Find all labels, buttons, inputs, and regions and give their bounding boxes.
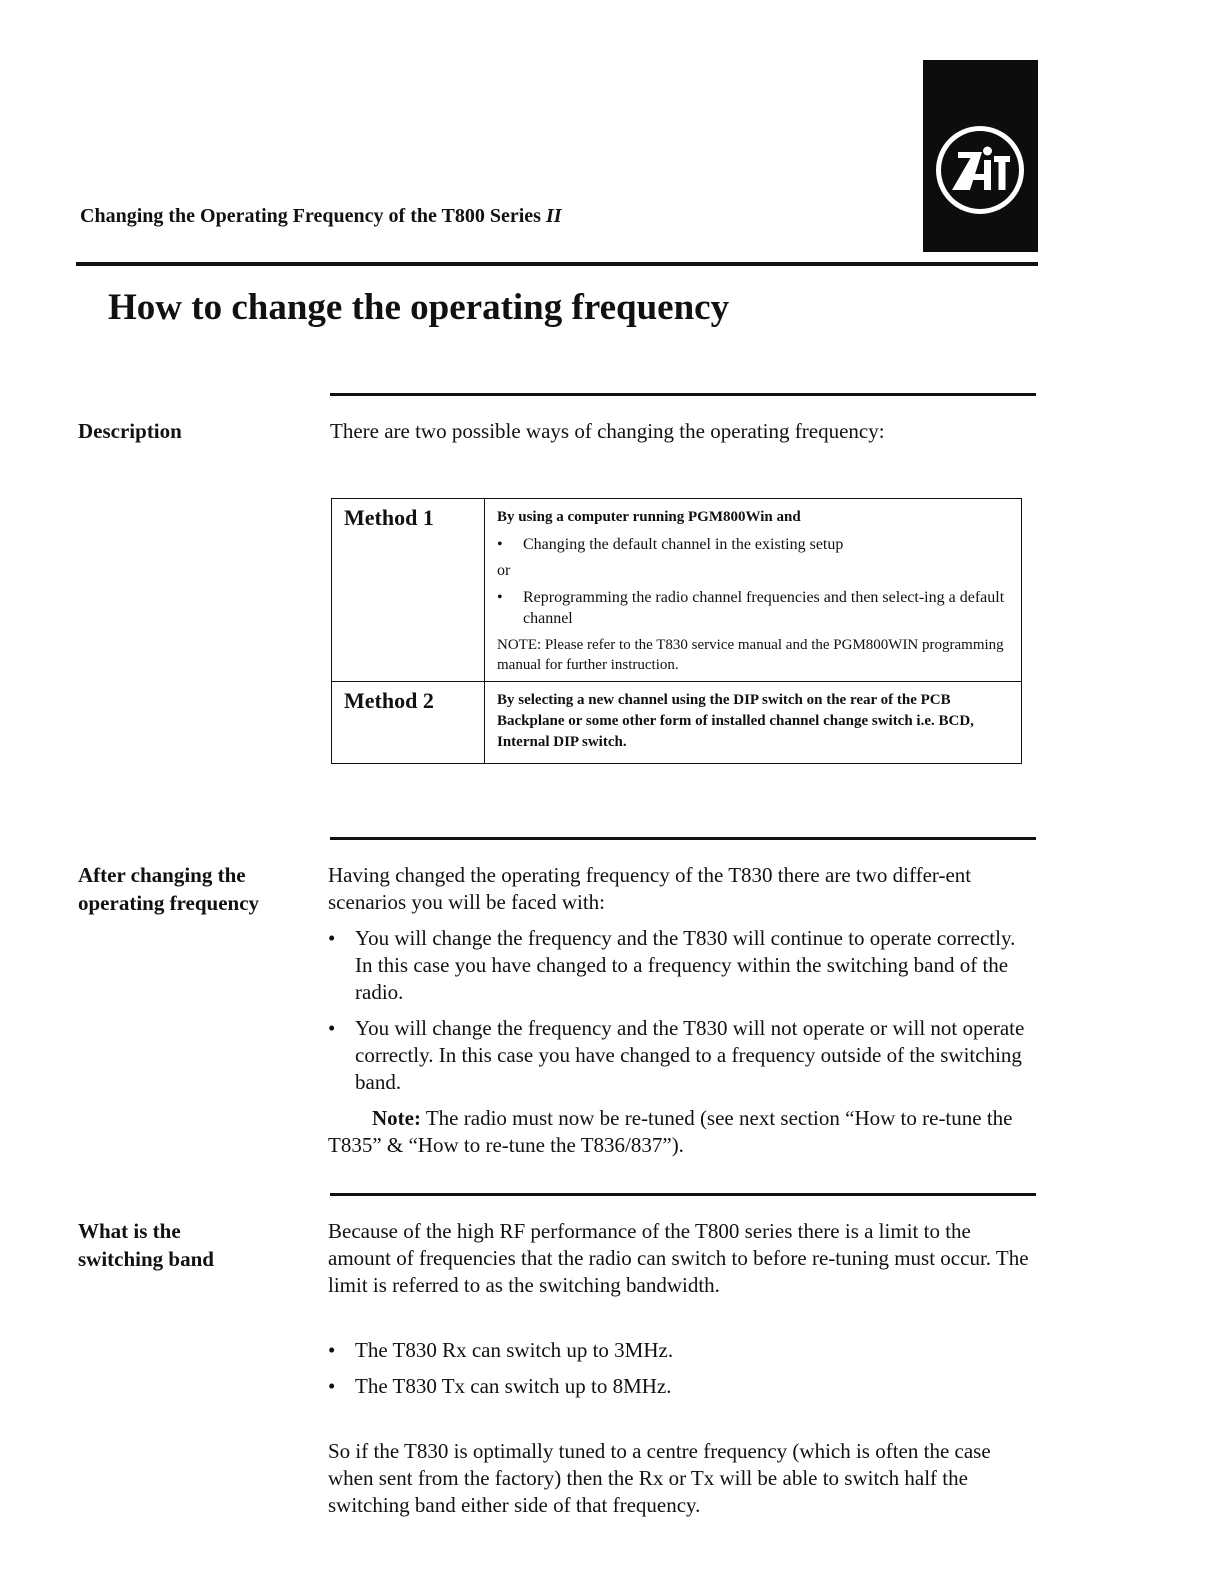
bullet-icon: • [328, 926, 336, 950]
method-1-heading: By using a computer running PGM800Win and [497, 509, 801, 525]
method-2-heading: By selecting a new channel using the DIP switch on the rear of the PCB Backplane or some other form of installed channel change switch i.e. BCD, Internal DIP switch. [497, 692, 974, 750]
method-2-description [485, 682, 1022, 764]
bullet-icon: • [328, 1338, 336, 1362]
after-bullet-1-text: You will change the frequency and the T830 will continue to operate correctly. In this case you have changed to a frequency within the switching band of the radio. [355, 926, 1016, 1004]
tait-logo-icon [930, 120, 1030, 220]
running-header-text: Changing the Operating Frequency of the T800 Series [80, 205, 541, 227]
method-2-label: Method 2 [332, 682, 485, 764]
after-note-text: The radio must now be re-tuned (see next section “How to re-tune the T835” & “How to re-tune the T836/837”). [328, 1106, 1013, 1157]
running-header-series: II [545, 205, 562, 227]
side-heading-after [78, 861, 259, 917]
list-item [328, 1337, 1033, 1364]
side-heading-description: Description [78, 419, 182, 443]
side-heading-switching-line2: switching band [78, 1247, 214, 1271]
list-item [328, 1015, 1033, 1096]
switching-section-body [328, 1218, 1033, 1519]
after-bullet-2-text: You will change the frequency and the T830 will not operate or will not operate correctly. In this case you have changed to a frequency outside of the switching band. [355, 1016, 1025, 1094]
method-1-bullet-1 [497, 534, 1009, 555]
after-section-body [328, 862, 1033, 1159]
after-note-label: Note: [372, 1106, 421, 1130]
method-1-description [485, 499, 1022, 682]
after-bullet-list [328, 925, 1033, 1096]
page-title: How to change the operating frequency [108, 287, 730, 328]
description-intro: There are two possible ways of changing the operating frequency: [330, 419, 885, 443]
method-1-bullet-2 [497, 587, 1009, 629]
bullet-icon: • [497, 536, 503, 553]
list-item [328, 925, 1033, 1006]
after-intro: Having changed the operating frequency of the T830 there are two differ-ent scenarios you will be faced with: [328, 863, 972, 914]
method-1-or: or [497, 562, 511, 579]
header-divider [76, 262, 1038, 266]
method-1-bullet-2-text: Reprogramming the radio channel frequencies and then select-ing a default channel [523, 589, 1005, 627]
method-1-note: NOTE: Please refer to the T830 service manual and the PGM800WIN programming manual for further instruction. [497, 637, 1004, 673]
switching-bullet-2-text: The T830 Tx can switch up to 8MHz. [355, 1374, 672, 1398]
switching-bullet-1-text: The T830 Rx can switch up to 3MHz. [355, 1338, 674, 1362]
bullet-icon: • [497, 589, 503, 606]
side-heading-switching [78, 1217, 214, 1273]
method-1-bullet-1-text: Changing the default channel in the existing setup [523, 536, 844, 553]
list-item [328, 1373, 1033, 1400]
side-heading-after-line2: operating frequency [78, 891, 260, 915]
tait-logo-block [923, 60, 1038, 252]
section-divider-switching [330, 1193, 1036, 1196]
section-divider-description [330, 393, 1036, 396]
switching-para-1: Because of the high RF performance of the T800 series there is a limit to the amount of frequencies that the radio can switch to before re-tuning must occur. The limit is referred to as the switching bandwidth. [328, 1219, 1029, 1297]
section-divider-after [330, 837, 1036, 840]
method-row-2 [332, 682, 1022, 764]
bullet-icon: • [328, 1016, 336, 1040]
methods-table [331, 498, 1022, 764]
bullet-icon: • [328, 1374, 336, 1398]
method-1-label: Method 1 [332, 499, 485, 682]
method-row-1 [332, 499, 1022, 682]
switching-bullet-list [328, 1337, 1033, 1400]
switching-para-2: So if the T830 is optimally tuned to a centre frequency (which is often the case when sent from the factory) then the Rx or Tx will be able to switch half the switching band either side of that frequency. [328, 1439, 991, 1517]
side-heading-switching-line1: What is the [78, 1219, 181, 1243]
running-header [80, 205, 562, 228]
after-note [328, 1105, 1033, 1159]
side-heading-after-line1: After changing the [78, 863, 246, 887]
